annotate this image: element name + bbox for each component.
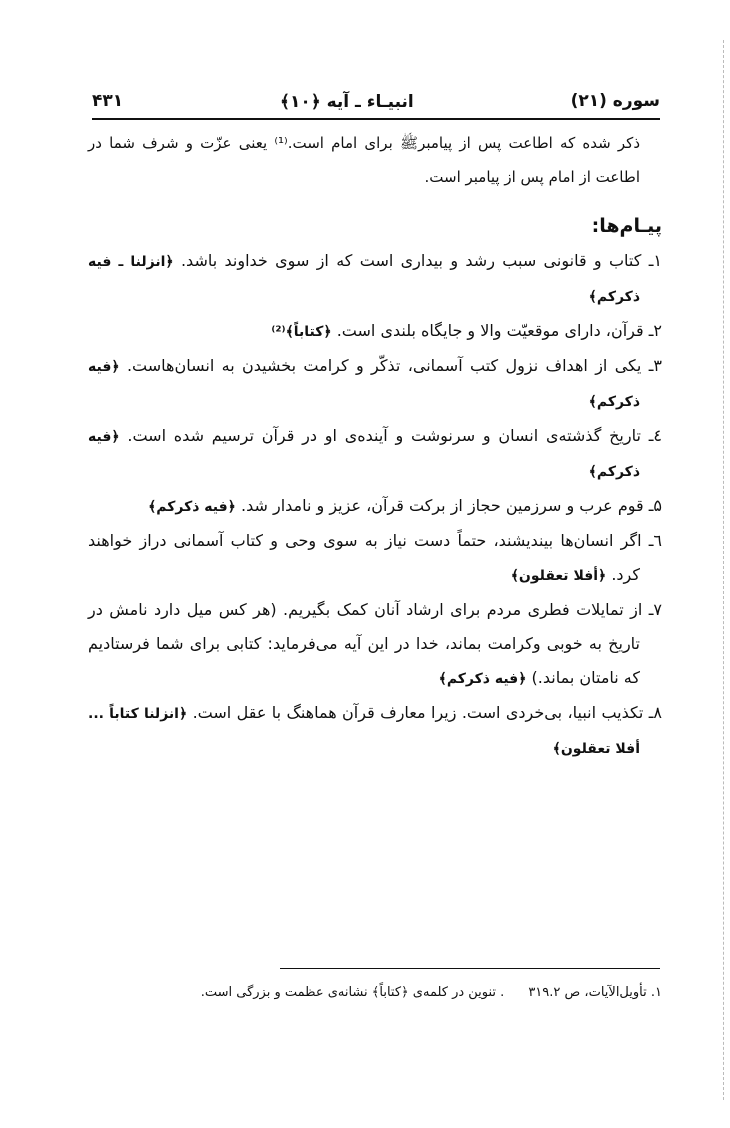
item-text: ۸ـ تکذیب انبیا، بی‌خردی است. زیرا معارف قرآن هماهنگ با عقل است. <box>192 703 662 722</box>
verse-ref: ﴿فیه ذکرکم﴾ <box>88 429 640 480</box>
message-item-3 <box>88 349 662 419</box>
message-item-4 <box>88 419 662 489</box>
verse-ref: ﴿انزلنا کتاباً ... أفلا تعقلون﴾ <box>88 706 640 757</box>
message-item-6 <box>88 524 662 593</box>
message-item-1 <box>88 244 662 314</box>
header-rule <box>92 118 660 120</box>
verse-ref: ﴿فیه ذکرکم﴾ <box>438 671 527 687</box>
item-text: ٤ـ تاریخ گذشته‌ی انسان و سرنوشت و آینده‌ی او در قرآن ترسیم شده است. <box>127 426 662 445</box>
verse-ref: ﴿انزلنا ـ فیه ذکرکم﴾ <box>88 254 640 305</box>
footnote-1: ۱. تأویل‌الآیات، ص ۳۱۹. <box>528 985 662 1000</box>
item-text: ۵ـ قوم عرب و سرزمین حجاز از برکت قرآن، عزیز و نامدار شد. <box>240 496 662 515</box>
item-text: ۷ـ از تمایلات فطری مردم برای ارشاد آنان کمک بگیریم. (هر کس میل دارد نامش در تاریخ به خوبی وکرامت بماند، خدا در این آیه می‌فرماید: کتابی برای شما فرستادیم که نامتان بماند.) <box>88 600 662 687</box>
footnote-rule <box>280 968 660 969</box>
verse-ref: ﴿فیه ذکرکم﴾ <box>88 359 640 410</box>
verse-ref: ﴿أفلا تعقلون﴾ <box>510 568 607 584</box>
item-text: ٦ـ اگر انسان‌ها بیندیشند، حتماً دست نیاز به سوی وحی و کتاب آسمانی دراز خواهند کرد. <box>88 531 662 584</box>
message-item-7 <box>88 593 662 696</box>
page-edge <box>723 40 724 1100</box>
message-item-2 <box>88 314 662 349</box>
message-item-5 <box>88 489 662 524</box>
page-number: ۴۳۱ <box>92 91 124 111</box>
item-text: ۲ـ قرآن، دارای موقعیّت والا و جایگاه بلندی است. <box>336 321 662 340</box>
verse-ref: ﴿فیه ذکرکم﴾ <box>148 499 236 515</box>
section-title: پیـام‌ها: <box>591 215 662 237</box>
verse-label: انبیـاء ـ آیه ﴿۱۰﴾ <box>279 91 414 112</box>
verse-ref: ﴿کتاباً﴾⁽²⁾ <box>271 324 332 340</box>
page-body <box>88 126 662 766</box>
message-item-8 <box>88 696 662 766</box>
item-text: ۳ـ یکی از اهداف نزول کتب آسمانی، تذکّر و کرامت بخشیدن به انسان‌هاست. <box>126 356 662 375</box>
running-header <box>92 86 660 116</box>
intro-paragraph: ذکر شده که اطاعت پس از پیامبرﷺ برای امام است.⁽¹⁾ یعنی عزّت و شرف شما در اطاعت از امام پس از پیامبر است. <box>88 134 640 186</box>
footnote-2: ۲. تنوین در کلمه‌ی ﴿کتاباً﴾ نشانه‌ی عظمت و بزرگی است. <box>200 985 561 1000</box>
surah-label: سوره (۲۱) <box>570 91 660 111</box>
item-text: ۱ـ کتاب و قانونی سبب رشد و بیداری است که از سوی خداوند باشد. <box>180 251 662 270</box>
footnotes <box>100 978 662 1008</box>
